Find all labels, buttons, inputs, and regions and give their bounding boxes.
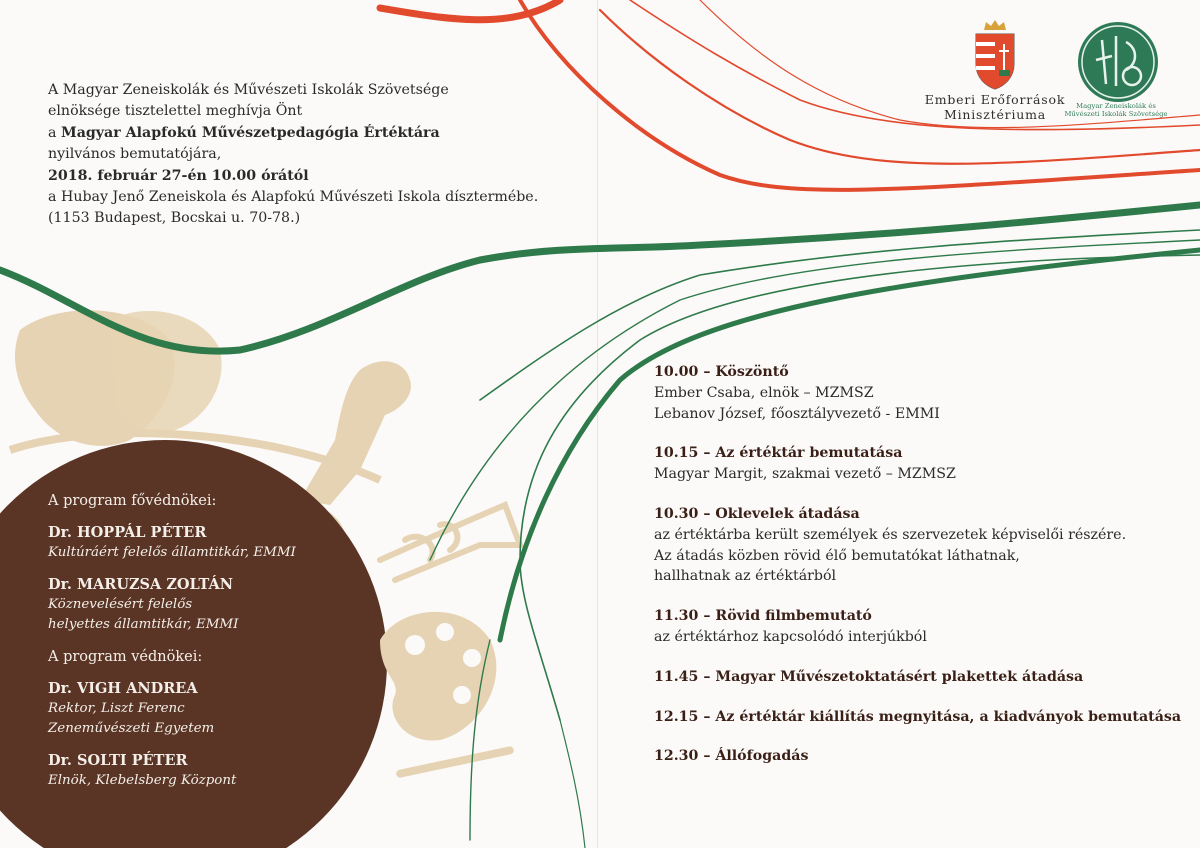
mzmsz-seal-icon: [1076, 20, 1160, 104]
schedule-item-title: 10.15 – Az értéktár bemutatása: [654, 445, 903, 462]
seal-caption-line: Magyar Zeneiskolák és: [1076, 102, 1156, 110]
schedule-item: [654, 707, 1182, 728]
seal-caption-line: Művészeti Iskolák Szövetsége: [1064, 110, 1168, 118]
schedule-item: [654, 504, 1174, 587]
patron-role: Köznevelésért felelős: [48, 597, 193, 612]
event-venue: a Hubay Jenő Zeneiskola és Alapfokú Művészeti Iskola dísztermébe.: [48, 189, 539, 206]
schedule-item-detail: az értéktárhoz kapcsolódó interjúkból: [654, 628, 927, 645]
invitation-text: [48, 80, 568, 230]
trumpet-icon: [380, 505, 520, 580]
schedule-item-detail: Lebanov József, főosztályvezető - EMMI: [654, 405, 940, 422]
patrons-heading: A program védnökei:: [48, 649, 203, 665]
invitation-line: [48, 123, 568, 144]
schedule-item-detail: az értéktárba került személyek és szervezetek képviselői részére.: [654, 526, 1127, 543]
patron-name: Dr. VIGH ANDREA: [48, 680, 198, 697]
schedule-item-detail: Az átadás közben rövid élő bemutatókat láthatnak,: [654, 547, 1020, 564]
ministry-name-line: Emberi Erőforrások: [924, 92, 1066, 107]
schedule-item-title: 11.45 – Magyar Művészetoktatásért plakettek átadása: [654, 668, 1084, 685]
schedule-item: [654, 606, 1174, 648]
schedule-item: [654, 362, 1174, 424]
schedule-item: [654, 667, 1174, 688]
patron-role: Rektor, Liszt Ferenc: [48, 701, 185, 716]
schedule-item-title: 10.00 – Köszöntő: [654, 364, 789, 380]
schedule-item-title: 12.30 – Állófogadás: [654, 748, 809, 765]
invitation-line: A Magyar Zeneiskolák és Művészeti Iskolák Szövetsége: [48, 82, 449, 98]
palette-icon: [380, 612, 515, 779]
schedule-item: [654, 443, 1174, 485]
schedule-item-detail: hallhatnak az értéktárból: [654, 568, 837, 585]
invitation-line: nyilvános bemutatójára,: [48, 146, 222, 163]
patron-role: Kultúráért felelős államtitkár, EMMI: [48, 545, 296, 560]
schedule-item-detail: Ember Csaba, elnök – MZMSZ: [654, 384, 874, 401]
event-date: 2018. február 27-én 10.00 órától: [48, 167, 309, 184]
program-schedule: [654, 362, 1182, 767]
schedule-item-title: 12.15 – Az értéktár kiállítás megnyitása, a kiadványok bemutatása: [654, 708, 1182, 725]
logos: [900, 14, 1180, 134]
schedule-item-title: 11.30 – Rövid filmbemutató: [654, 608, 872, 625]
ministry-name-line: Minisztériuma: [944, 107, 1046, 122]
schedule-item: [654, 746, 1174, 767]
invitation-prefix: a: [48, 124, 57, 141]
main-patrons-heading: A program fővédnökei:: [48, 493, 217, 509]
patrons-block: [48, 491, 338, 791]
patron-name: Dr. MARUZSA ZOLTÁN: [48, 576, 234, 593]
patron-name: Dr. SOLTI PÉTER: [48, 752, 188, 769]
schedule-item-title: 10.30 – Oklevelek átadása: [654, 505, 860, 522]
seal-caption: [1060, 102, 1172, 118]
coat-of-arms-icon: [970, 20, 1020, 90]
event-title: Magyar Alapfokú Művészetpedagógia Értéktára: [60, 124, 440, 141]
invitation-line: elnöksége tisztelettel meghívja Önt: [48, 103, 303, 120]
patron-role: Elnök, Klebelsberg Központ: [48, 773, 237, 788]
patron-role: helyettes államtitkár, EMMI: [48, 617, 239, 632]
patron-role: Zeneművészeti Egyetem: [48, 721, 215, 736]
schedule-item-detail: Magyar Margit, szakmai vezető – MZMSZ: [654, 466, 956, 483]
patron-name: Dr. HOPPÁL PÉTER: [48, 524, 207, 541]
event-address: (1153 Budapest, Bocskai u. 70-78.): [48, 210, 301, 227]
